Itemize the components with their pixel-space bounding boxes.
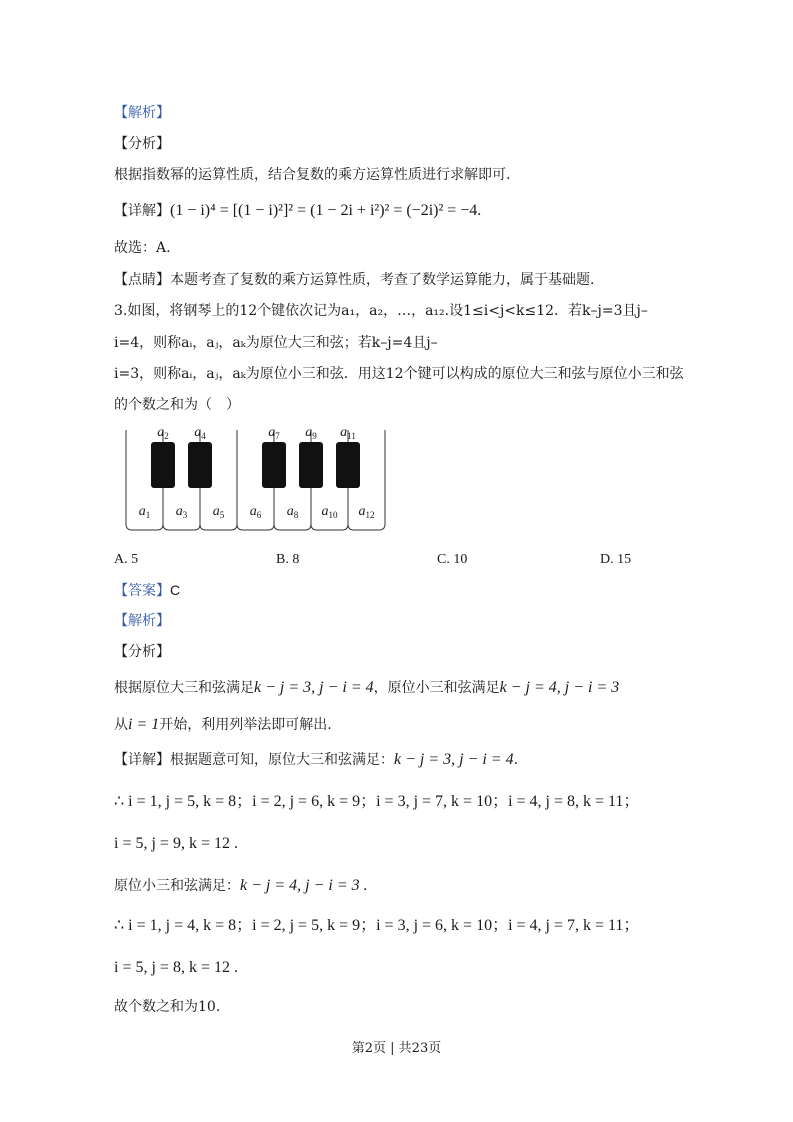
answer-line (114, 580, 180, 601)
page-footer: 第2页 | 共23页 (351, 1041, 442, 1056)
question-3-line-1: 3.如图，将钢琴上的12个键依次记为a₁，a₂，…，a₁₂.设1≤i<j<k≤12．若k–j=3且j– (114, 303, 648, 319)
fenxi-2-text: 根据原位大三和弦满足 (114, 680, 254, 696)
method-post: 开始，利用列举法即可解出. (159, 717, 332, 733)
fenxi-1-text: 根据指数幂的运算性质，结合复数的乘方运算性质进行求解即可. (114, 167, 511, 183)
fenxi-2-formula-minor: k − j = 4, j − i = 3 (499, 679, 620, 696)
method-pre: 从 (114, 717, 128, 733)
xiangjie-1-label: 【详解】 (114, 203, 170, 219)
dianjing-note: 【点睛】本题考查了复数的乘方运算性质，考查了数学运算能力，属于基础题. (114, 272, 595, 288)
method-line (114, 715, 332, 735)
white-key-label: $a_8$ (286, 504, 299, 520)
black-key (188, 442, 212, 488)
answer-value: C (170, 582, 181, 598)
piano-keyboard-figure (120, 420, 390, 532)
question-3-line-4: 的个数之和为（ ） (114, 397, 240, 413)
section-fenxi-2: 【分析】 (114, 644, 170, 660)
fenxi-2-formula-major: k − j = 3, j − i = 4 (254, 679, 374, 696)
xiangjie-1-line (114, 201, 481, 221)
black-key-label: $a_7$ (268, 425, 280, 441)
black-key-label: $a_9$ (305, 425, 317, 441)
minor-chord-list-2: i = 5, j = 8, k = 12 . (114, 959, 238, 976)
section-jiexi-1: 【解析】 (114, 105, 170, 121)
answer-choice-line: 故选：A. (114, 240, 171, 256)
xiangjie-1-formula: (1 − i)⁴ = [(1 − i)²]² = (1 − 2i + i²)² = (−2i)² = −4. (170, 202, 482, 219)
xiangjie-2-text: 根据题意可知，原位大三和弦满足： (170, 752, 394, 768)
xiangjie-2-formula: k − j = 3, j − i = 4 (394, 751, 514, 768)
major-chord-list-2: i = 5, j = 9, k = 12 . (114, 835, 238, 852)
option-c: C. 10 (437, 552, 468, 567)
white-key-label: $a_3$ (175, 504, 188, 520)
option-a: A. 5 (114, 552, 139, 567)
section-fenxi-1: 【分析】 (114, 136, 170, 152)
black-key (299, 442, 323, 488)
xiangjie-2-line (114, 750, 518, 770)
minor-formula: k − j = 4, j − i = 3 . (240, 877, 368, 894)
fenxi-2-line (114, 678, 619, 698)
question-3-line-3: i=3，则称aᵢ，aⱼ，aₖ为原位小三和弦．用这12个键可以构成的原位大三和弦与原位小三和弦 (114, 366, 684, 382)
major-chord-list-1: ∴ i = 1, j = 5, k = 8；i = 2, j = 6, k = 9；i = 3, j = 7, k = 10；i = 4, j = 8, k = 11； (114, 793, 640, 810)
white-key-label: $a_6$ (249, 504, 262, 520)
xiangjie-2-end: . (513, 752, 519, 768)
option-d: D. 15 (600, 552, 632, 567)
white-key-label: $a_{12}$ (358, 504, 375, 520)
black-key-label: $a_4$ (194, 425, 206, 441)
fenxi-2-mid: ，原位小三和弦满足 (373, 680, 500, 696)
section-jiexi-2: 【解析】 (114, 613, 170, 629)
white-key-label: $a_{10}$ (321, 504, 338, 520)
black-key (336, 442, 360, 488)
black-key-label: $a_2$ (157, 425, 169, 441)
black-key (151, 442, 175, 488)
black-key (262, 442, 286, 488)
answer-label: 【答案】 (114, 583, 170, 599)
white-key-label: $a_5$ (212, 504, 225, 520)
conclusion: 故个数之和为10. (114, 999, 221, 1015)
minor-chord-list-1: ∴ i = 1, j = 4, k = 8；i = 2, j = 5, k = 9；i = 3, j = 6, k = 10；i = 4, j = 7, k = 11； (114, 917, 640, 934)
xiangjie-2-label: 【详解】 (114, 752, 170, 768)
black-key-label: $a_{11}$ (340, 425, 356, 441)
method-formula: i = 1 (128, 716, 160, 733)
minor-line (114, 876, 368, 896)
option-b: B. 8 (276, 552, 300, 567)
question-3-line-2: i=4，则称aᵢ，aⱼ，aₖ为原位大三和弦；若k–j=4且j– (114, 335, 438, 351)
minor-intro: 原位小三和弦满足： (114, 878, 240, 894)
white-key-label: $a_1$ (138, 504, 151, 520)
